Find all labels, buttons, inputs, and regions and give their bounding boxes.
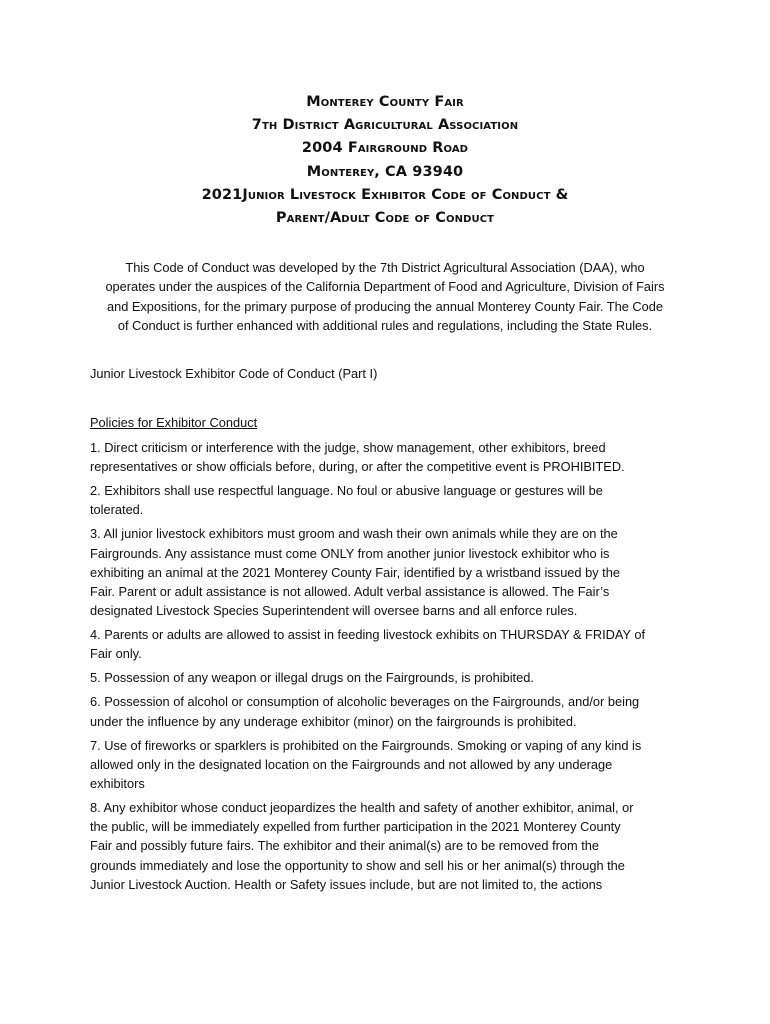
rule-line: designated Livestock Species Superintendent will oversee barns and all enforce rules. bbox=[90, 603, 578, 619]
rule-line: 3. All junior livestock exhibitors must groom and wash their own animals while they are on the bbox=[90, 526, 618, 542]
header-city-state-zip: Monterey, CA 93940 bbox=[306, 163, 464, 180]
rule-line: 6. Possession of alcohol or consumption of alcoholic beverages on the Fairgrounds, and/or being bbox=[90, 694, 640, 710]
header-street-address: 2004 Fairground Road bbox=[301, 140, 469, 157]
intro-paragraph bbox=[88, 258, 682, 336]
rule-line: under the influence by any underage exhibitor (minor) on the fairgrounds is prohibited. bbox=[90, 713, 577, 729]
rule-item-5 bbox=[90, 668, 690, 687]
rule-item-7 bbox=[90, 736, 690, 794]
rule-line: 7. Use of fireworks or sparklers is prohibited on the Fairgrounds. Smoking or vaping of any kind is bbox=[90, 737, 642, 753]
rule-line: exhibitors bbox=[90, 776, 145, 792]
rule-item-1 bbox=[90, 438, 690, 476]
intro-line: of Conduct is further enhanced with additional rules and regulations, including the State Rules. bbox=[117, 318, 653, 334]
rule-item-4 bbox=[90, 625, 690, 663]
header-fair-name: Monterey County Fair bbox=[306, 94, 464, 110]
header-document-subtitle: Parent/Adult Code of Conduct bbox=[275, 210, 495, 227]
rule-line: 2. Exhibitors shall use respectful language. No foul or abusive language or gestures will be bbox=[90, 483, 603, 499]
part-title: Junior Livestock Exhibitor Code of Conduct (Part I) bbox=[90, 366, 378, 381]
rule-line: the public, will be immediately expelled from further participation in the 2021 Monterey County bbox=[90, 819, 621, 835]
rule-line: Fair only. bbox=[90, 646, 142, 662]
rule-line: Fair and possibly future fairs. The exhibitor and their animal(s) are to be removed from the bbox=[90, 838, 600, 854]
rule-line: Fairgrounds. Any assistance must come ONLY from another junior livestock exhibitor who is bbox=[90, 545, 610, 561]
document-header bbox=[90, 91, 680, 230]
intro-line: This Code of Conduct was developed by the 7th District Agricultural Association (DAA), who bbox=[125, 260, 645, 275]
rule-line: 4. Parents or adults are allowed to assist in feeding livestock exhibits on THURSDAY & FRIDAY of bbox=[90, 627, 646, 643]
policies-heading: Policies for Exhibitor Conduct bbox=[90, 415, 258, 430]
rule-line: representatives or show officials before, during, or after the competitive event is PROHIBITED. bbox=[90, 459, 625, 475]
header-association: 7th District Agricultural Association bbox=[251, 117, 519, 134]
rule-item-2 bbox=[90, 481, 690, 519]
rule-line: grounds immediately and lose the opportunity to show and sell his or her animal(s) through the bbox=[90, 857, 625, 873]
intro-line: operates under the auspices of the California Department of Food and Agriculture, Division of Fairs bbox=[105, 279, 665, 295]
rule-line: Fair. Parent or adult assistance is not allowed. Adult verbal assistance is allowed. The Fair’s bbox=[90, 584, 610, 600]
rule-line: allowed only in the designated location on the Fairgrounds and not allowed by any underage bbox=[90, 756, 613, 772]
rule-line: 8. Any exhibitor whose conduct jeopardizes the health and safety of another exhibitor, animal, or bbox=[90, 800, 634, 816]
rule-item-8 bbox=[90, 798, 690, 894]
rule-line: Junior Livestock Auction. Health or Safety issues include, but are not limited to, the actions bbox=[90, 876, 603, 892]
intro-line: and Expositions, for the primary purpose of producing the annual Monterey County Fair. The Code bbox=[106, 298, 664, 314]
rule-line: exhibiting an animal at the 2021 Monterey County Fair, identified by a wristband issued by the bbox=[90, 564, 620, 580]
header-document-title: 2021Junior Livestock Exhibitor Code of Conduct & bbox=[201, 186, 569, 203]
rule-item-3 bbox=[90, 524, 690, 620]
rules-list bbox=[90, 438, 690, 899]
rule-line: 1. Direct criticism or interference with the judge, show management, other exhibitors, breed bbox=[90, 440, 606, 455]
rule-line: 5. Possession of any weapon or illegal drugs on the Fairgrounds, is prohibited. bbox=[90, 670, 534, 686]
rule-line: tolerated. bbox=[90, 502, 144, 518]
rule-item-6 bbox=[90, 692, 690, 730]
